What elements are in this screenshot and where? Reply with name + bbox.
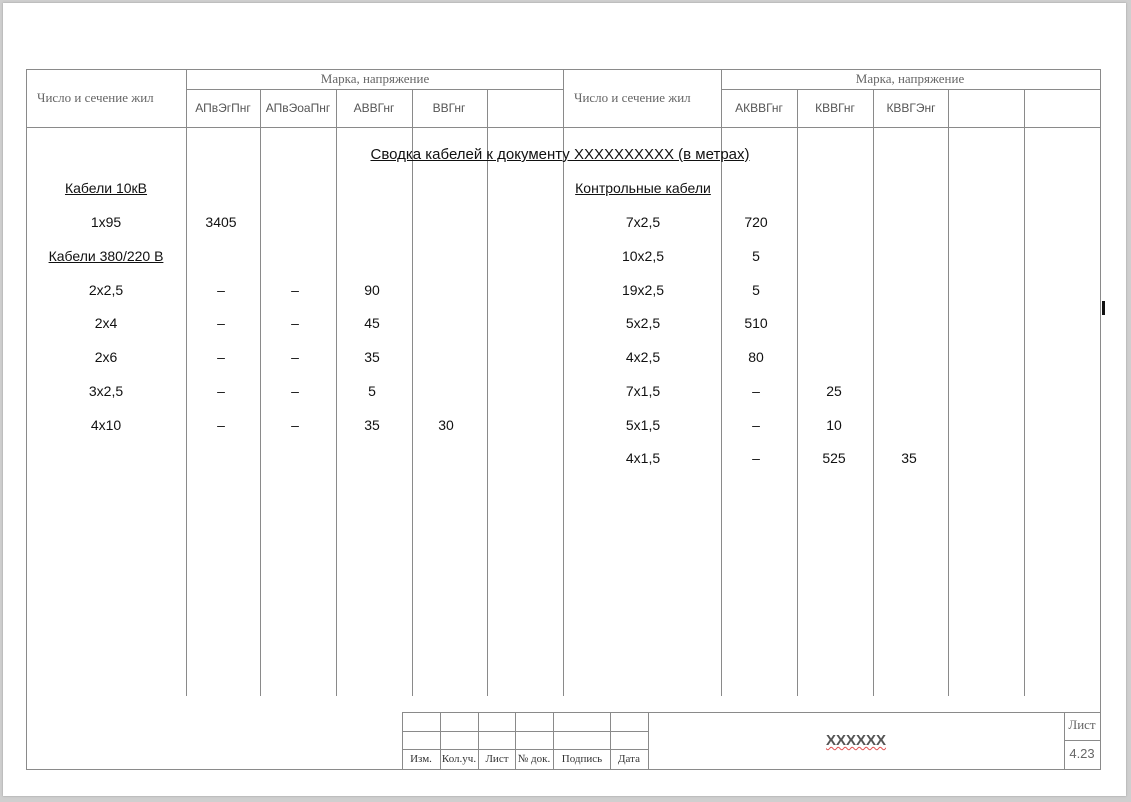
row-value: 3405 [205,214,237,230]
stamp-label-list: Лист [485,753,509,765]
section-380-220v: Кабели 380/220 В [48,248,164,264]
stamp-label-izm: Изм. [410,753,432,765]
row-value: 25 [826,383,842,399]
row-value: – [217,383,225,399]
row-value: 35 [364,417,380,433]
row-value: – [291,315,299,331]
row-label: 10х2,5 [621,248,665,264]
row-value: 720 [744,214,768,230]
section-10kv: Кабели 10кВ [64,180,148,196]
table-grid [3,3,1126,796]
row-label: 2х2,5 [88,282,124,298]
row-label: 7х2,5 [625,214,661,230]
row-value: 5 [368,383,376,399]
row-label: 4х10 [90,417,122,433]
row-value: – [291,417,299,433]
row-value: – [217,282,225,298]
stamp-label-signature: Подпись [561,753,603,765]
document-code: XXXXXX [825,732,887,749]
row-label: 2х4 [94,315,118,331]
row-label: 5х2,5 [625,315,661,331]
left-col-header-4: ВВГнг [432,101,466,115]
right-col-header-1: АКВВГнг [735,101,783,115]
right-col-header-3: КВВГЭнг [886,101,936,115]
row-value: 90 [364,282,380,298]
right-brand-group-header: Марка, напряжение [855,71,965,86]
row-value: – [752,417,760,433]
row-value: – [217,417,225,433]
stamp-label-kol-uch: Кол.уч. [441,753,477,765]
right-col-header-2: КВВГнг [815,101,855,115]
row-label: 2х6 [94,349,118,365]
row-value: – [291,282,299,298]
left-col-header-2: АПвЭоаПнг [265,101,331,115]
left-count-header: Число и сечение жил [37,90,154,105]
row-label: 4х1,5 [625,450,661,466]
row-value: 5 [752,248,760,264]
row-value: 35 [901,450,917,466]
row-value: – [752,450,760,466]
row-label: 19х2,5 [621,282,665,298]
left-col-header-1: АПвЭгПнг [195,101,251,115]
row-value: 10 [826,417,842,433]
section-control-cables: Контрольные кабели [575,180,711,196]
document-title: Сводка кабелей к документу XXXXXXXXXX (в метрах) [370,146,750,163]
row-value: 35 [364,349,380,365]
row-value: 5 [752,282,760,298]
row-label: 1х95 [90,214,122,230]
row-label: 7х1,5 [625,383,661,399]
sheet-number: 4.23 [1069,746,1095,761]
row-value: – [291,383,299,399]
row-value: – [217,315,225,331]
left-brand-group-header: Марка, напряжение [320,71,430,86]
right-count-header: Число и сечение жил [574,90,691,105]
row-value: – [291,349,299,365]
row-value: 510 [744,315,768,331]
left-col-header-3: АВВГнг [353,101,395,115]
row-value: 45 [364,315,380,331]
stamp-label-doc-no: № док. [517,753,551,765]
row-value: – [752,383,760,399]
row-label: 4х2,5 [625,349,661,365]
sheet-label: Лист [1068,717,1096,732]
document-page [3,3,1126,796]
row-value: 525 [822,450,846,466]
row-value: 30 [438,417,454,433]
text-cursor [1102,301,1105,315]
row-value: – [217,349,225,365]
stamp-label-date: Дата [618,753,640,765]
row-value: 80 [748,349,764,365]
row-label: 3х2,5 [88,383,124,399]
row-label: 5х1,5 [625,417,661,433]
